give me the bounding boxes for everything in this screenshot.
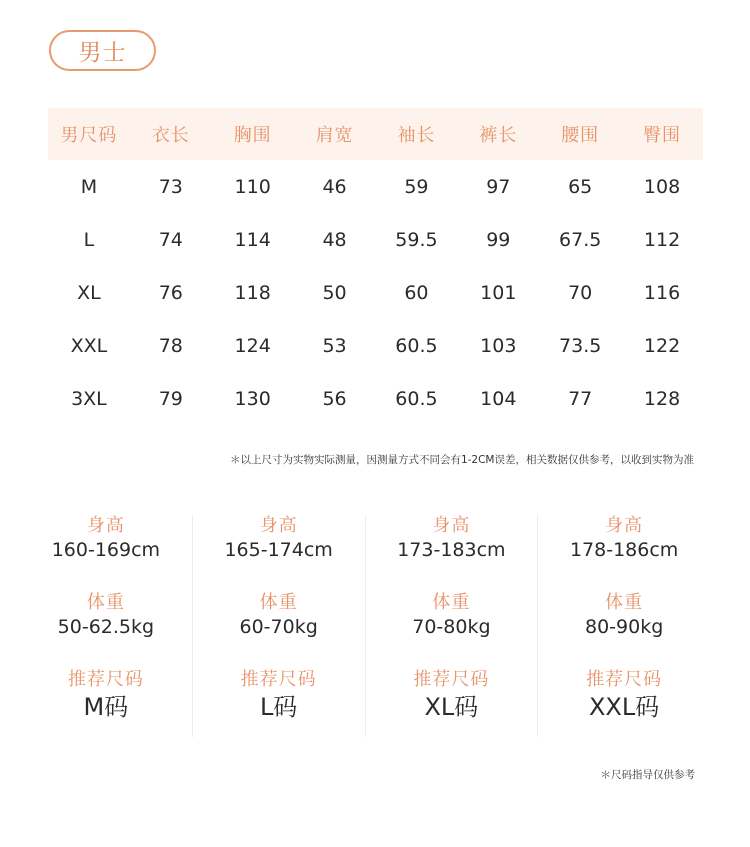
table-cell: 110 [234, 175, 271, 198]
table-cell: 73.5 [559, 335, 602, 358]
table-cell: 112 [643, 228, 681, 251]
table-row [48, 320, 703, 373]
recommended-size-value: L码 [259, 693, 298, 721]
height-label: 身高 [86, 515, 125, 536]
weight-value: 60-70kg [239, 616, 318, 638]
weight-value: 70-80kg [412, 616, 491, 638]
table-cell: 60 [404, 281, 429, 304]
table-row [48, 266, 703, 319]
table-cell: M [80, 175, 98, 198]
table-cell: 108 [643, 175, 681, 198]
weight-value: 50-62.5kg [57, 616, 155, 638]
recommended-size-label: 推荐尺码 [240, 669, 317, 690]
table-cell: 48 [322, 228, 347, 251]
height-label: 身高 [259, 515, 298, 536]
table-cell: 73 [158, 175, 183, 198]
table-cell: 3XL [71, 388, 107, 411]
table-cell: 56 [322, 388, 347, 411]
table-cell: 118 [234, 281, 271, 304]
table-row [48, 373, 703, 426]
recommended-size-label: 推荐尺码 [586, 669, 663, 690]
table-cell: 59.5 [395, 228, 438, 251]
table-cell: 97 [486, 175, 511, 198]
table-cell: 46 [322, 175, 347, 198]
table-cell: 76 [158, 281, 183, 304]
table-cell: 114 [234, 228, 271, 251]
table-cell: 130 [234, 388, 271, 411]
weight-label: 体重 [432, 592, 471, 613]
table-cell: 78 [158, 335, 183, 358]
header-chest: 胸围 [212, 108, 294, 160]
measurement-note: ＊以上尺寸为实物实际测量，因测量方式不同会有1-2CM误差，相关数据仅供参考，以收到实物为准 [229, 454, 694, 466]
table-cell: 104 [480, 388, 517, 411]
header-length: 衣长 [130, 108, 212, 160]
section-tag: 男士 [49, 30, 156, 71]
recommended-size-value: M码 [83, 693, 129, 721]
height-label: 身高 [432, 515, 471, 536]
table-cell: 103 [480, 335, 517, 358]
height-value: 173-183cm [397, 539, 506, 561]
table-row [48, 160, 703, 213]
recommended-size-label: 推荐尺码 [413, 669, 490, 690]
header-pants-length: 裤长 [457, 108, 539, 160]
table-cell: 67.5 [559, 228, 602, 251]
table-cell: XXL [70, 335, 108, 358]
table-cell: 122 [643, 335, 681, 358]
weight-label: 体重 [605, 592, 644, 613]
table-row [48, 213, 703, 266]
weight-value: 80-90kg [584, 616, 664, 638]
recommended-size-label: 推荐尺码 [67, 669, 144, 690]
table-cell: 59 [404, 175, 429, 198]
weight-label: 体重 [259, 592, 298, 613]
table-cell: 60.5 [395, 388, 438, 411]
header-shoulder: 肩宽 [294, 108, 376, 160]
size-guide-note: ＊尺码指导仅供参考 [600, 769, 695, 781]
weight-label: 体重 [86, 592, 125, 613]
recommendation-column [537, 515, 710, 737]
table-cell: 77 [568, 388, 593, 411]
table-cell: 128 [643, 388, 681, 411]
table-cell: 70 [568, 281, 593, 304]
recommended-size-value: XXL码 [588, 693, 660, 721]
table-header-row [48, 108, 703, 160]
recommendation-column [365, 515, 538, 737]
table-cell: 60.5 [395, 335, 438, 358]
recommendation-panel [20, 515, 710, 737]
recommendation-column [192, 515, 365, 737]
header-waist: 腰围 [539, 108, 621, 160]
table-cell: 74 [158, 228, 183, 251]
height-label: 身高 [605, 515, 644, 536]
table-cell: 65 [568, 175, 593, 198]
table-cell: 99 [486, 228, 511, 251]
table-cell: 101 [480, 281, 517, 304]
height-value: 178-186cm [569, 539, 679, 561]
height-value: 160-169cm [51, 539, 161, 561]
table-cell: 53 [322, 335, 347, 358]
header-size: 男尺码 [48, 108, 130, 160]
table-cell: L [83, 228, 95, 251]
table-cell: XL [77, 281, 101, 304]
height-value: 165-174cm [224, 539, 333, 561]
header-sleeve: 袖长 [376, 108, 458, 160]
table-cell: 116 [643, 281, 681, 304]
table-cell: 50 [322, 281, 347, 304]
recommendation-column [20, 515, 192, 737]
size-chart-table [48, 108, 703, 426]
table-cell: 124 [234, 335, 271, 358]
table-cell: 79 [158, 388, 183, 411]
header-hip: 臀围 [621, 108, 703, 160]
recommended-size-value: XL码 [424, 693, 479, 721]
